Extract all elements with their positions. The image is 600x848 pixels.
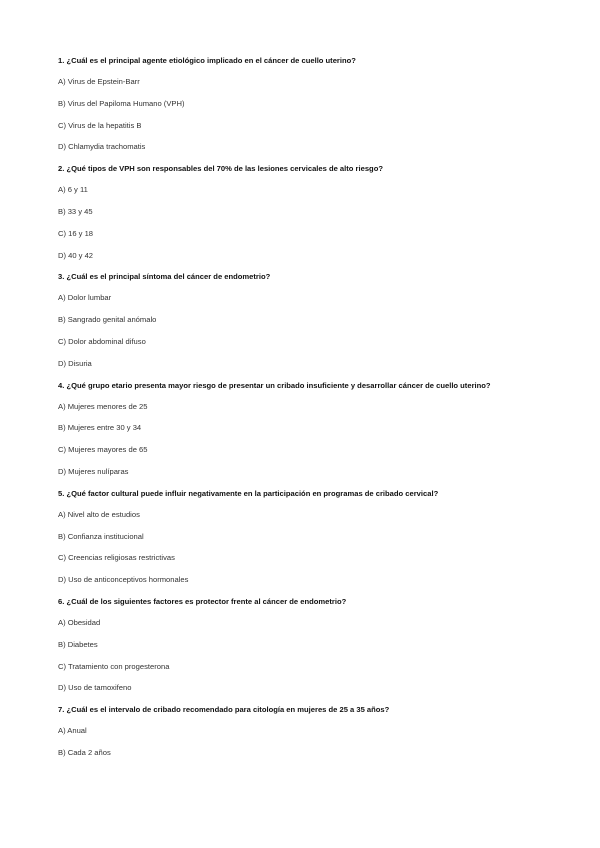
question-block-3 bbox=[58, 272, 538, 367]
question-4-option-a: A) Mujeres menores de 25 bbox=[58, 401, 148, 411]
question-4-option-b: B) Mujeres entre 30 y 34 bbox=[58, 423, 142, 433]
question-7-text: 7. ¿Cuál es el intervalo de cribado recomendado para citología en mujeres de 25 a 35 años? bbox=[58, 705, 390, 715]
question-block-2 bbox=[58, 164, 538, 259]
question-1-option-b: B) Virus del Papiloma Humano (VPH) bbox=[58, 98, 185, 108]
question-block-5 bbox=[58, 489, 538, 584]
question-4-text: 4. ¿Qué grupo etario presenta mayor riesgo de presentar un cribado insuficiente y desarrollar cáncer de cuello uterino? bbox=[58, 380, 491, 390]
question-4-option-d: D) Mujeres nulíparas bbox=[58, 466, 129, 476]
question-3-option-d: D) Disuria bbox=[58, 358, 92, 368]
question-2-text: 2. ¿Qué tipos de VPH son responsables del 70% de las lesiones cervicales de alto riesgo? bbox=[58, 164, 383, 174]
question-6-option-c: C) Tratamiento con progesterona bbox=[58, 661, 170, 671]
question-1-option-d: D) Chlamydia trachomatis bbox=[58, 142, 146, 152]
question-5-text: 5. ¿Qué factor cultural puede influir negativamente en la participación en programas de cribado cervical? bbox=[58, 488, 439, 498]
question-block-6 bbox=[58, 597, 538, 692]
question-5-option-c: C) Creencias religiosas restrictivas bbox=[58, 553, 175, 563]
question-5-option-a: A) Nivel alto de estudios bbox=[58, 509, 140, 519]
question-5-option-d: D) Uso de anticonceptivos hormonales bbox=[58, 575, 189, 585]
question-1-option-a: A) Virus de Epstein-Barr bbox=[58, 77, 140, 86]
question-7-option-b: B) Cada 2 años bbox=[58, 747, 111, 757]
question-3-option-c: C) Dolor abdominal difuso bbox=[58, 336, 146, 346]
question-2-option-b: B) 33 y 45 bbox=[58, 206, 93, 216]
question-2-option-a: A) 6 y 11 bbox=[58, 185, 88, 195]
question-2-option-c: C) 16 y 18 bbox=[58, 228, 94, 238]
question-3-option-a: A) Dolor lumbar bbox=[58, 293, 112, 303]
question-3-text: 3. ¿Cuál es el principal síntoma del cáncer de endometrio? bbox=[58, 272, 271, 282]
question-3-option-b: B) Sangrado genital anómalo bbox=[58, 315, 157, 325]
question-1-text: 1. ¿Cuál es el principal agente etiológico implicado en el cáncer de cuello uterino? bbox=[58, 56, 356, 65]
question-6-option-d: D) Uso de tamoxifeno bbox=[58, 683, 132, 693]
question-block-7 bbox=[58, 705, 538, 757]
question-2-option-d: D) 40 y 42 bbox=[58, 250, 94, 260]
question-7-option-a: A) Anual bbox=[58, 726, 87, 736]
question-5-option-b: B) Confianza institucional bbox=[58, 531, 144, 541]
question-4-option-c: C) Mujeres mayores de 65 bbox=[58, 445, 148, 455]
question-block-1 bbox=[58, 56, 538, 151]
question-6-text: 6. ¿Cuál de los siguientes factores es protector frente al cáncer de endometrio? bbox=[58, 596, 347, 606]
quiz-content bbox=[58, 56, 538, 770]
question-6-option-a: A) Obesidad bbox=[58, 617, 101, 627]
question-block-4 bbox=[58, 381, 538, 476]
question-6-option-b: B) Diabetes bbox=[58, 639, 98, 649]
question-1-option-c: C) Virus de la hepatitis B bbox=[58, 120, 142, 130]
